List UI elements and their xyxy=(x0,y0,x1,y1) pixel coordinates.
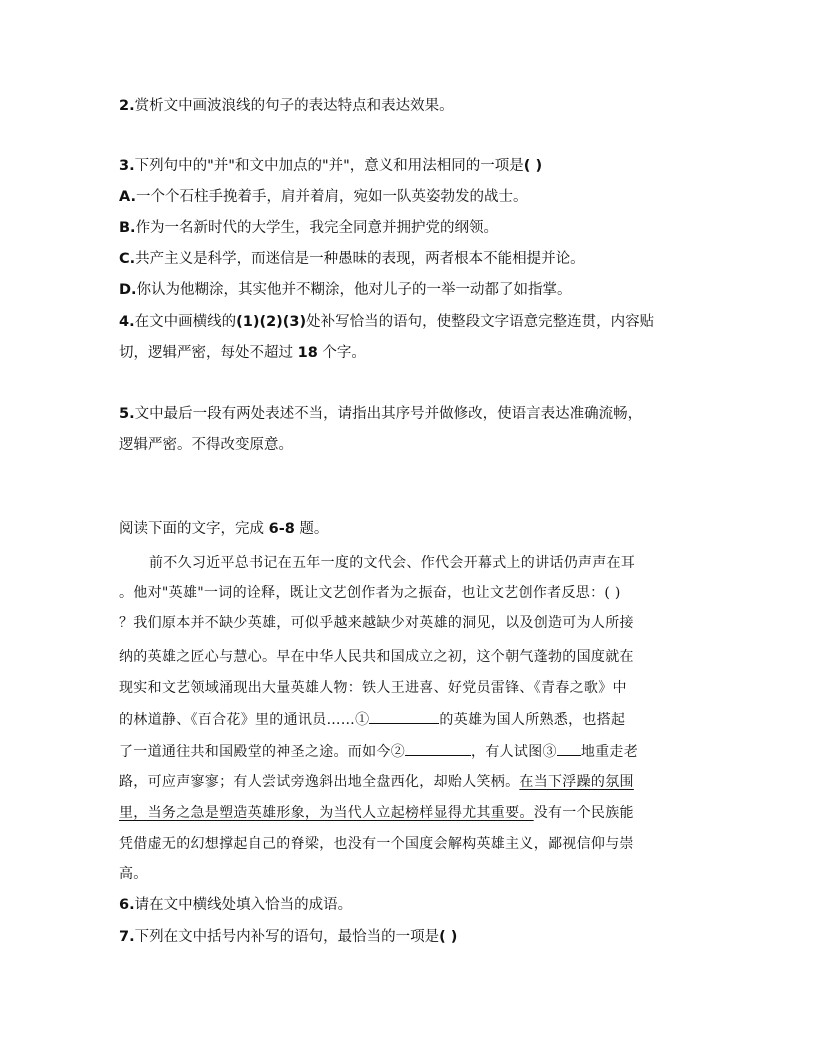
question-text: 处补写恰当的语句，使整段文字语意完整连贯，内容贴 xyxy=(306,314,655,330)
intro-text: 题。 xyxy=(294,521,329,537)
question-7 xyxy=(119,927,457,947)
question-text: 在文中画横线的 xyxy=(134,314,237,330)
question-2 xyxy=(119,96,454,116)
blank-3 xyxy=(557,741,581,756)
option-label: D. xyxy=(119,282,137,298)
question-text: 个字。 xyxy=(317,345,366,361)
answer-paren: ( ) xyxy=(523,158,543,174)
question-number: 2. xyxy=(119,98,135,114)
passage-line: ？我们原本并不缺少英雄，可似乎越来越缺少对英雄的洞见，以及创造可为人所接 xyxy=(119,615,634,631)
intro-text: 阅读下面的文字，完成 xyxy=(119,521,269,537)
char-limit: 18 xyxy=(297,345,318,361)
passage-text: ，有人试图③ xyxy=(471,744,557,760)
question-text: 赏析文中画波浪线的句子的表达特点和表达效果。 xyxy=(134,98,454,114)
passage-text: 地重走老 xyxy=(580,744,639,760)
question-text: 逻辑严密。不得改变原意。 xyxy=(119,437,293,453)
underlined-sentence: 在当下浮躁的氛围 xyxy=(519,774,634,790)
passage-line: 现实和文艺领域涌现出大量英雄人物：铁人王进喜、好党员雷锋、《青春之歌》中 xyxy=(119,680,627,696)
passage-line: 。他对"英雄"一词的诠释，既让文艺创作者为之振奋，也让文艺创作者反思：( ) xyxy=(119,585,621,601)
question-text: 下列在文中括号内补写的语句，最恰当的一项是 xyxy=(134,929,440,945)
passage-text: 的林道静、《百合花》里的通讯员……① xyxy=(119,712,370,728)
question-text: 请在文中横线处填入恰当的成语。 xyxy=(134,897,353,913)
option-text: 一个个石柱手挽着手，肩并着肩，宛如一队英姿勃发的战士。 xyxy=(136,189,528,205)
option-label: A. xyxy=(119,189,136,205)
answer-paren: ( ) xyxy=(439,929,458,945)
option-d xyxy=(119,280,572,300)
passage-line xyxy=(119,709,625,730)
option-text: 你认为他糊涂，其实他并不糊涂，他对儿子的一举一动都了如指掌。 xyxy=(136,282,572,298)
question-4-line-1 xyxy=(119,312,654,332)
option-text: 作为一名新时代的大学生，我完全同意并拥护党的纲领。 xyxy=(135,220,499,236)
question-4-line-2 xyxy=(119,343,366,363)
option-a xyxy=(119,187,528,207)
passage-line: 凭借虚无的幻想撑起自己的脊梁，也没有一个国度会解构英雄主义，鄙视信仰与崇 xyxy=(119,836,634,852)
question-3 xyxy=(119,156,542,176)
question-number: 4. xyxy=(119,314,135,330)
blank-2 xyxy=(405,741,471,756)
question-number: 5. xyxy=(119,406,135,422)
question-number: 6. xyxy=(119,897,135,913)
passage-text: 路，可应声寥寥；有人尝试旁逸斜出地全盘西化，却贻人笑柄。 xyxy=(119,774,520,790)
option-label: B. xyxy=(119,220,136,236)
passage-line: 前不久习近平总书记在五年一度的文代会、作代会开幕式上的讲话仍声声在耳 xyxy=(149,555,636,571)
passage-line xyxy=(119,772,634,792)
question-text: 下列句中的"并"和文中加点的"并"，意义和用法相同的一项是 xyxy=(134,158,524,174)
question-number: 3. xyxy=(119,158,135,174)
question-6 xyxy=(119,895,352,915)
option-text: 共产主义是科学，而迷信是一种愚昧的表现，两者根本不能相提并论。 xyxy=(135,251,585,267)
question-text: 切，逻辑严密，每处不超过 xyxy=(119,345,298,361)
underlined-sentence: 里，当务之急是塑造英雄形象，为当代人立起榜样显得尤其重要。 xyxy=(119,805,534,821)
reading-intro xyxy=(119,519,328,539)
question-5-line-1 xyxy=(119,404,642,424)
blank-1 xyxy=(369,709,439,724)
question-text: 文中最后一段有两处表述不当，请指出其序号并做修改，使语言表达准确流畅， xyxy=(134,406,643,422)
option-label: C. xyxy=(119,251,136,267)
option-b xyxy=(119,218,498,238)
passage-text: 的英雄为国人所熟悉，也搭起 xyxy=(439,712,626,728)
passage-line xyxy=(119,741,638,762)
passage-text: 没有一个民族能 xyxy=(533,805,634,821)
passage-line xyxy=(119,803,634,823)
option-c xyxy=(119,249,585,269)
question-range: 6-8 xyxy=(268,521,295,537)
passage-line: 纳的英雄之匠心与慧心。早在中华人民共和国成立之初，这个朝气蓬勃的国度就在 xyxy=(119,649,634,665)
question-number: 7. xyxy=(119,929,135,945)
question-5-line-2 xyxy=(119,435,293,455)
blank-markers: (1)(2)(3) xyxy=(236,314,307,330)
passage-line: 高。 xyxy=(119,866,148,882)
passage-text: 了一道通往共和国殿堂的神圣之途。而如今② xyxy=(119,744,405,760)
